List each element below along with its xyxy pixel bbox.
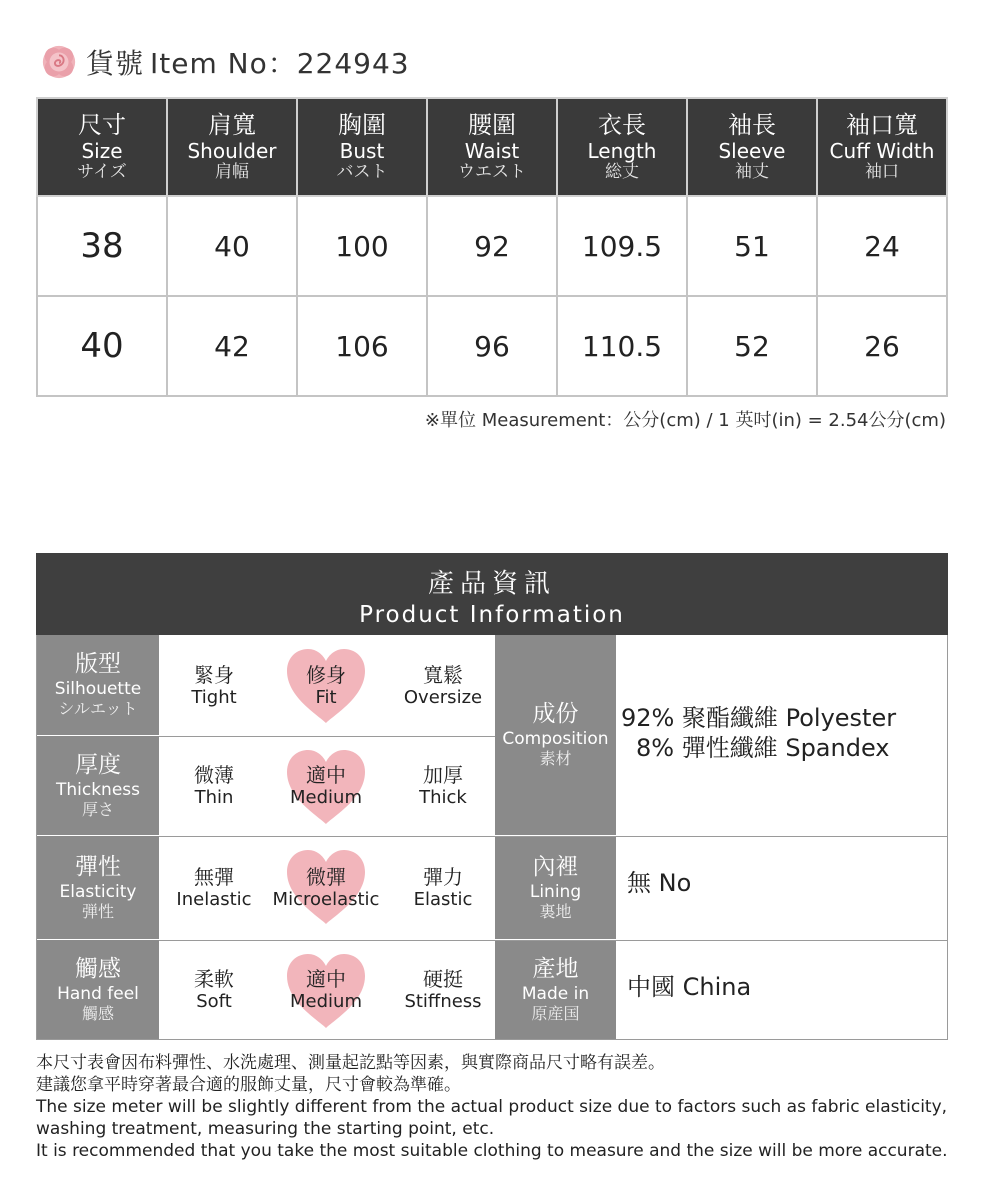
thickness-option-thin: 微薄 Thin (194, 763, 234, 809)
length-value: 110.5 (557, 296, 687, 396)
header-shoulder: 肩寬 Shoulder 肩幅 (167, 98, 297, 196)
silhouette-label: 版型 Silhouette シルエット (37, 635, 159, 736)
hand-feel-option-stiffness: 硬挺 Stiffness (404, 966, 482, 1012)
item-number: Item No：224943 (150, 47, 410, 80)
composition-label: 成份 Composition 素材 (495, 635, 616, 836)
composition-line: 92% 聚酯纖維 Polyester (621, 704, 897, 732)
thickness-label: 厚度 Thickness 厚さ (37, 736, 159, 836)
hand-feel-label: 觸感 Hand feel 觸感 (37, 940, 159, 1039)
divider (159, 736, 495, 737)
elasticity-row (37, 836, 947, 940)
silhouette-option-fit: 修身 Fit (306, 662, 346, 708)
unit-note: ※單位 Measurement：公分(cm) / 1 英吋(in) = 2.54公分(cm) (424, 410, 946, 431)
table-row (37, 196, 947, 296)
header-length: 衣長 Length 総丈 (557, 98, 687, 196)
item-label: 貨號 (86, 47, 145, 80)
sleeve-value: 52 (687, 296, 817, 396)
thickness-option-thick: 加厚 Thick (419, 763, 467, 809)
product-info-header (36, 553, 948, 635)
header-cuff-width: 袖口寬 Cuff Width 袖口 (817, 98, 947, 196)
table-row (37, 296, 947, 396)
footer-line: The size meter will be slightly different from the actual product size due to factors such as fabric elasticity, (36, 1097, 948, 1117)
composition-line: 8% 彈性纖維 Spandex (636, 734, 890, 762)
bust-value: 100 (297, 196, 427, 296)
shoulder-value: 42 (167, 296, 297, 396)
cuff-value: 26 (817, 296, 947, 396)
silhouette-option-oversize: 寬鬆 Oversize (403, 662, 483, 708)
thickness-option-medium: 適中 Medium (290, 763, 362, 809)
footer-line: washing treatment, measuring the starting point, etc. (36, 1119, 495, 1139)
size-value: 40 (37, 296, 167, 396)
waist-value: 96 (427, 296, 557, 396)
footer-line: It is recommended that you take the most suitable clothing to measure and the size will be more accurate. (36, 1141, 948, 1161)
footer-line: 建議您拿平時穿著最合適的服飾丈量，尺寸會較為準確。 (36, 1075, 461, 1095)
footer-line: 本尺寸表會因布料彈性、水洗處理、測量起訖點等因素，與實際商品尺寸略有誤差。 (36, 1053, 665, 1073)
header-size: 尺寸 Size サイズ (37, 98, 167, 196)
sleeve-value: 51 (687, 196, 817, 296)
origin-label: 產地 Made in 原産国 (495, 940, 616, 1039)
size-table-header-row (37, 98, 947, 196)
elasticity-option-inelastic: 無彈 Inelastic (176, 865, 252, 911)
elasticity-option-microelastic: 微彈 Microelastic (272, 865, 380, 911)
hand-feel-option-medium: 適中 Medium (290, 966, 362, 1012)
elasticity-label: 彈性 Elasticity 弾性 (37, 836, 159, 940)
rose-icon (40, 43, 78, 81)
hand-feel-row (37, 940, 947, 1039)
header-sleeve: 袖長 Sleeve 袖丈 (687, 98, 817, 196)
size-value: 38 (37, 196, 167, 296)
divider (159, 940, 947, 941)
length-value: 109.5 (557, 196, 687, 296)
silhouette-option-tight: 緊身 Tight (191, 662, 237, 708)
header-bust: 胸圍 Bust バスト (297, 98, 427, 196)
size-table (36, 97, 948, 397)
lining-value: 無 No (627, 869, 692, 897)
product-info-body (36, 635, 948, 1040)
waist-value: 92 (427, 196, 557, 296)
cuff-value: 24 (817, 196, 947, 296)
product-info-title-zh: 產品資訊 (427, 569, 556, 599)
composition-value (621, 703, 896, 763)
footer-notes (36, 1052, 956, 1162)
hand-feel-option-soft: 柔軟 Soft (194, 966, 234, 1012)
shoulder-value: 40 (167, 196, 297, 296)
product-info-title-en: Product Information (359, 602, 625, 628)
elasticity-option-elastic: 彈力 Elastic (413, 865, 473, 911)
divider (159, 836, 947, 837)
header-waist: 腰圍 Waist ウエスト (427, 98, 557, 196)
lining-label: 內裡 Lining 裏地 (495, 836, 616, 940)
origin-value: 中國 China (627, 973, 752, 1001)
bust-value: 106 (297, 296, 427, 396)
item-header (40, 42, 410, 82)
